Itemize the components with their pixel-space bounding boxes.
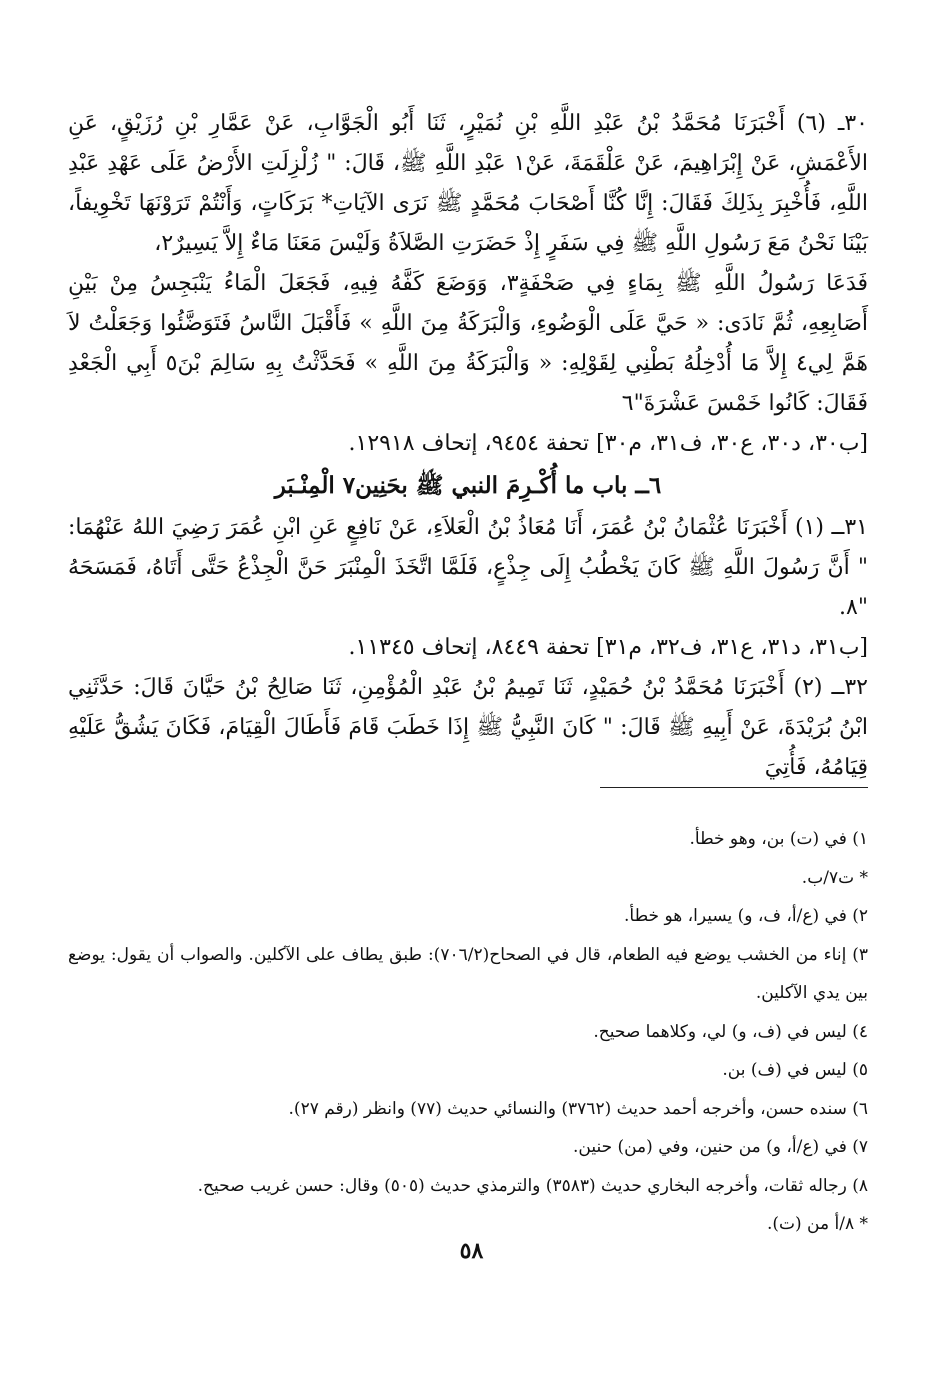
reference-30: [ب٣٠، د٣٠، ع٣٠، ف٣١، م٣٠] تحفة ٩٤٥٤، إتحاف ١٢٩١٨. bbox=[348, 431, 868, 456]
reference-31: [ب٣١، د٣١، ع٣١، ف٣٢، م٣١] تحفة ٨٤٤٩، إتحاف ١١٣٤٥. bbox=[348, 635, 868, 660]
footnotes bbox=[68, 820, 868, 1244]
footnote-4: ٤) ليس في (ف، و) لي، وكلاهما صحيح. bbox=[593, 1021, 868, 1042]
footnote-6: ٦) سنده حسن، وأخرجه أحمد حديث (٣٧٦٢) والنسائي حديث (٧٧) وانظر (رقم ٢٧). bbox=[288, 1098, 868, 1119]
footnote-7: ٧) في (ع/أ، و) من حنين، وفي (من) حنين. bbox=[572, 1137, 868, 1157]
hadith-31: ٣١ــ (١) أَخْبَرَنَا عُثْمَانُ بْنُ عُمَرَ، أَنَا مُعَاذُ بْنُ الْعَلاَءِ، عَنْ نَافِعٍ عَنِ ابْنِ عُمَرَ رَضِيَ اللهُ عَنْهُمَا: " أَنَّ رَسُولَ اللَّهِ ﷺ كَانَ يَخْطُبُ إِلَى جِذْعٍ، فَلَمَّا اتَّخَذَ الْمِنْبَرَ حَنَّ الْجِذْعُ حَتَّى أَتَاهُ، فَمَسَحَهُ "٨. bbox=[68, 515, 868, 620]
hadith-30-continuation: فَدَعَا رَسُولُ اللَّهِ ﷺ بِمَاءٍ فِي صَحْفَةٍ٣، وَوَضَعَ كَفَّهُ فِيهِ، فَجَعَلَ الْمَاءُ يَنْبَجِسُ مِنْ بَيْنِ أَصَابِعِهِ، ثُمَّ نَادَى: « حَيَّ عَلَى الْوَضُوءِ، وَالْبَرَكَةُ مِنَ اللَّهِ » فَأَقْبَلَ النَّاسُ فَتَوَضَّئُوا وَجَعَلْتُ لاَ هَمَّ لِي٤ إِلاَّ مَا أُدْخِلُهُ بَطْنِي لِقَوْلِهِ: « وَالْبَرَكَةُ مِنَ اللَّهِ » فَحَدَّثْتُ بِهِ سَالِمَ بْنَ٥ أَبِي الْجَعْدِ فَقَالَ: كَانُوا خَمْسَ عَشْرَةَ"٦ bbox=[68, 271, 869, 416]
footnote-5: ٥) ليس في (ف) بن. bbox=[722, 1060, 868, 1080]
footnote-marker-1: * ت٧/ب. bbox=[801, 867, 868, 888]
hadith-30: ٣٠ـ (٦) أَخْبَرَنَا مُحَمَّدُ بْنُ عَبْدِ اللَّهِ بْنِ نُمَيْرٍ، ثَنَا أَبُو الْجَوَّابِ، عَنْ عَمَّارِ بْنِ رُزَيْقٍ، عَنِ الأَعْمَشِ، عَنْ إِبْرَاهِيمَ، عَنْ عَلْقَمَةَ، عَنْ١ عَبْدِ اللَّهِ ﷺ، قَالَ: " زُلْزِلَتِ الأَرْضُ عَلَى عَهْدِ عَبْدِ اللَّهِ، فَأُخْبِرَ بِذَلِكَ فَقَالَ: إِنَّا كُنَّا أَصْحَابَ مُحَمَّدٍ ﷺ نَرَى الآيَاتِ* بَرَكَاتٍ، وَأَنْتُمْ تَرَوْنَهَا تَخْوِيفاً، بَيْنَا نَحْنُ مَعَ رَسُولِ اللَّهِ ﷺ فِي سَفَرٍ إِذْ حَضَرَتِ الصَّلاَةُ وَلَيْسَ مَعَنَا مَاءٌ إِلاَّ يَسِيرٌ٢، bbox=[68, 111, 868, 256]
main-text bbox=[68, 104, 868, 788]
chapter-title: ٦ــ باب ما أُكْـرِمَ النبي ﷺ بحَنِين٧ الْمِنْـبَر bbox=[274, 472, 662, 499]
page-number: ٥٨ bbox=[459, 1238, 484, 1264]
hadith-32: ٣٢ــ (٢) أَخْبَرَنَا مُحَمَّدُ بْنُ حُمَيْدٍ، ثَنَا تَمِيمُ بْنُ عَبْدِ الْمُؤْمِنِ، ثَنَا صَالِحُ بْنُ حَيَّانَ قَالَ: حَدَّثَنِي ابْنُ بُرَيْدَةَ، عَنْ أَبِيهِ ﷺ قَالَ: " كَانَ النَّبِيُّ ﷺ إِذَا خَطَبَ قَامَ فَأَطَالَ الْقِيَامَ، فَكَانَ يَشُقُّ عَلَيْهِ قِيَامُهُ، فَأُتِيَ bbox=[68, 675, 868, 780]
footnote-marker-2: * ٨/أ من (ت). bbox=[766, 1214, 868, 1234]
footnote-8: ٨) رجاله ثقات، وأخرجه البخاري حديث (٣٥٨٣) والترمذي حديث (٥٠٥) وقال: حسن غريب صحيح. bbox=[197, 1175, 868, 1196]
footnote-3: ٣) إناء من الخشب يوضع فيه الطعام، قال في الصحاح(٧٠٦/٢): طبق يطاف على الآكلين. والصواب أن يقول: يوضع بين يدي الآكلين. bbox=[68, 944, 868, 1003]
footnote-1: ١) في (ت) بن، وهو خطأ. bbox=[689, 829, 868, 849]
footnote-separator bbox=[600, 787, 868, 788]
footnote-2: ٢) في (ع/أ، ف، و) يسيرا، هو خطأ. bbox=[624, 906, 868, 926]
